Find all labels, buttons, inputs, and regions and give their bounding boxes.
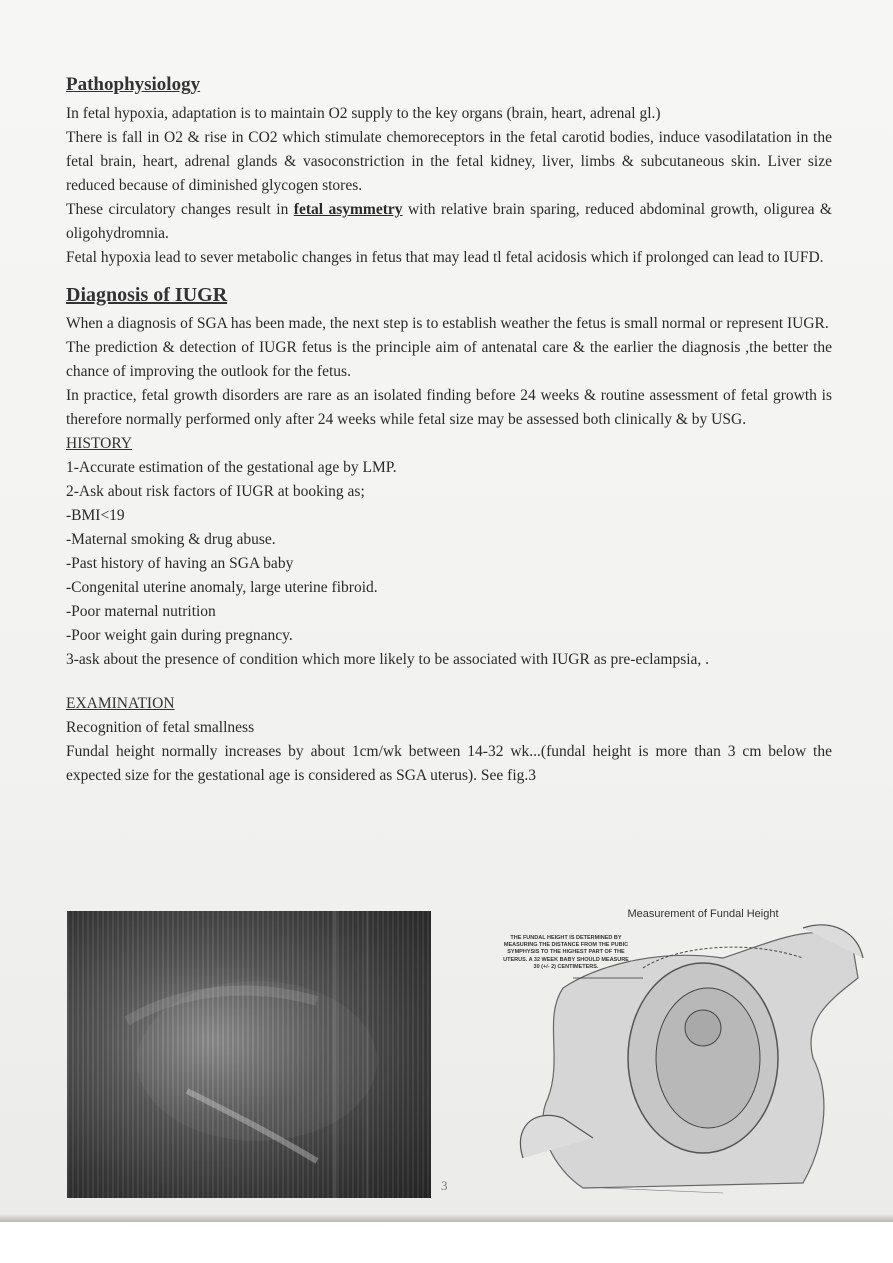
history-item: -BMI<19 xyxy=(66,507,125,524)
para3-after: with relative brain sparing, reduced abdominal growth, oligurea & oligohydromnia. xyxy=(66,201,832,242)
fundal-height-illustration xyxy=(503,908,868,1200)
diagnosis-paragraph-2: The prediction & detection of IUGR fetus is the principle aim of antenatal care & the earlier the diagnosis ,the better the chance of improving the outlook for the fetus. xyxy=(66,339,832,380)
diagnosis-paragraph-3: In practice, fetal growth disorders are rare as an isolated finding before 24 weeks & routine assessment of fetal growth is therefore normally performed only after 24 weeks while fetal size may be assessed both clinically & by USG. xyxy=(66,387,832,428)
figure-caption: THE FUNDAL HEIGHT IS DETERMINED BY MEASURING THE DISTANCE FROM THE PUBIC SYMPHYSIS TO THE HIGHEST PART OF THE UTERUS. A 32 WEEK BABY SHOULD MEASURE 30 (+/- 2) CENTIMETERS. xyxy=(503,935,629,970)
ultrasound-image xyxy=(67,911,431,1198)
pathophysiology-paragraph-4: Fetal hypoxia lead to sever metabolic changes in fetus that may lead tl fetal acidosis which if prolonged can lead to IUFD. xyxy=(66,249,824,266)
history-heading: HISTORY xyxy=(66,435,133,452)
diagnosis-heading: Diagnosis of IUGR xyxy=(66,284,228,306)
examination-line: Recognition of fetal smallness xyxy=(66,719,255,736)
history-item: -Poor weight gain during pregnancy. xyxy=(66,627,293,644)
background-below-page xyxy=(0,1222,893,1263)
pathophysiology-heading: Pathophysiology xyxy=(66,74,201,95)
figures-row xyxy=(67,908,867,1200)
pathophysiology-paragraph-3 xyxy=(66,198,832,246)
history-item: -Poor maternal nutrition xyxy=(66,603,216,620)
pathophysiology-paragraph-1: In fetal hypoxia, adaptation is to maintain O2 supply to the key organs (brain, heart, adrenal gl.) xyxy=(66,105,661,122)
history-item: -Maternal smoking & drug abuse. xyxy=(66,531,276,548)
fetal-asymmetry-emphasis: fetal asymmetry xyxy=(293,201,403,218)
page-number: 3 xyxy=(441,1178,448,1193)
figure-title: Measurement of Fundal Height xyxy=(627,908,779,920)
history-item: 1-Accurate estimation of the gestational age by LMP. xyxy=(66,459,397,476)
history-item: 3-ask about the presence of condition which more likely to be associated with IUGR as pre-eclampsia, . xyxy=(66,651,710,668)
history-item: -Past history of having an SGA baby xyxy=(66,555,294,572)
ultrasound-texture xyxy=(67,911,431,1198)
para3-before: These circulatory changes result in xyxy=(66,201,294,218)
examination-heading: EXAMINATION xyxy=(66,695,175,712)
examination-paragraph: Fundal height normally increases by about 1cm/wk between 14-32 wk...(fundal height is more than 3 cm below the expected size for the gestational age is considered as SGA uterus). See fig.3 xyxy=(66,743,832,784)
document-body xyxy=(66,72,832,788)
diagnosis-paragraph-1: When a diagnosis of SGA has been made, the next step is to establish weather the fetus is small normal or represent IUGR. xyxy=(66,315,829,332)
history-item: -Congenital uterine anomaly, large uterine fibroid. xyxy=(66,579,378,596)
history-item: 2-Ask about risk factors of IUGR at booking as; xyxy=(66,483,365,500)
pathophysiology-paragraph-2: There is fall in O2 & rise in CO2 which stimulate chemoreceptors in the fetal carotid bodies, induce vasodilatation in the fetal brain, heart, adrenal glands & vasoconstriction in the fetal kidney, liver, limbs & subcutaneous skin. Liver size reduced because of diminished glycogen stores. xyxy=(66,129,832,194)
